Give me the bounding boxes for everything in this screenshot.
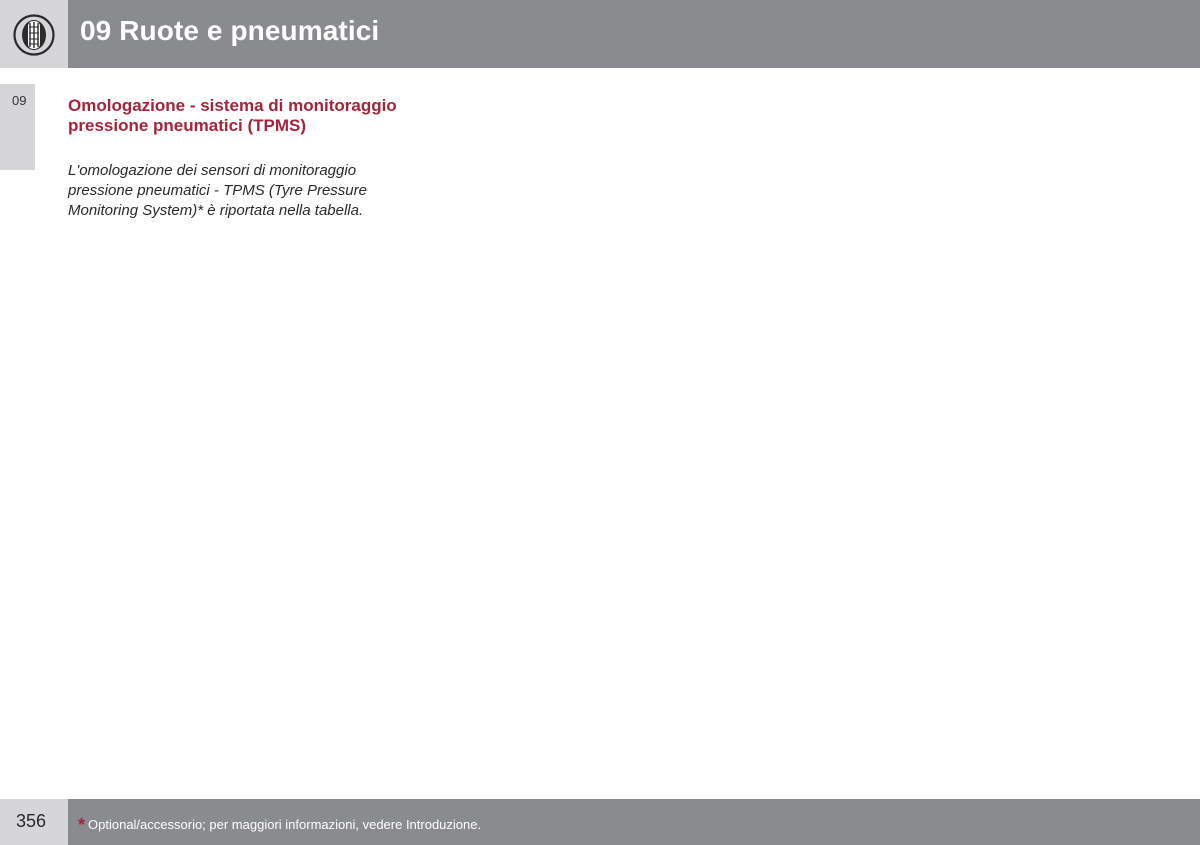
footer-bar <box>68 799 1200 845</box>
page-number: 356 <box>16 811 47 831</box>
chapter-side-tab-label: 09 <box>12 93 27 108</box>
tire-icon <box>13 14 55 56</box>
chapter-title: 09 Ruote e pneumatici <box>80 15 380 46</box>
footer-note-text: Optional/accessorio; per maggiori informazioni, vedere Introduzione. <box>88 817 482 832</box>
chapter-header <box>68 0 1200 68</box>
chapter-side-tab <box>0 84 35 170</box>
section-body: L'omologazione dei sensori di monitoraggio pressione pneumatici - TPMS (Tyre Pressure Monitoring System)* è riportata nella tabella. <box>68 162 367 219</box>
section-heading: Omologazione - sistema di monitoraggio pressione pneumatici (TPMS) <box>68 96 397 135</box>
page-number-box <box>0 799 68 845</box>
footnote-star-marker: * <box>78 815 86 835</box>
chapter-icon-box <box>0 0 68 68</box>
footer-note <box>78 813 481 834</box>
